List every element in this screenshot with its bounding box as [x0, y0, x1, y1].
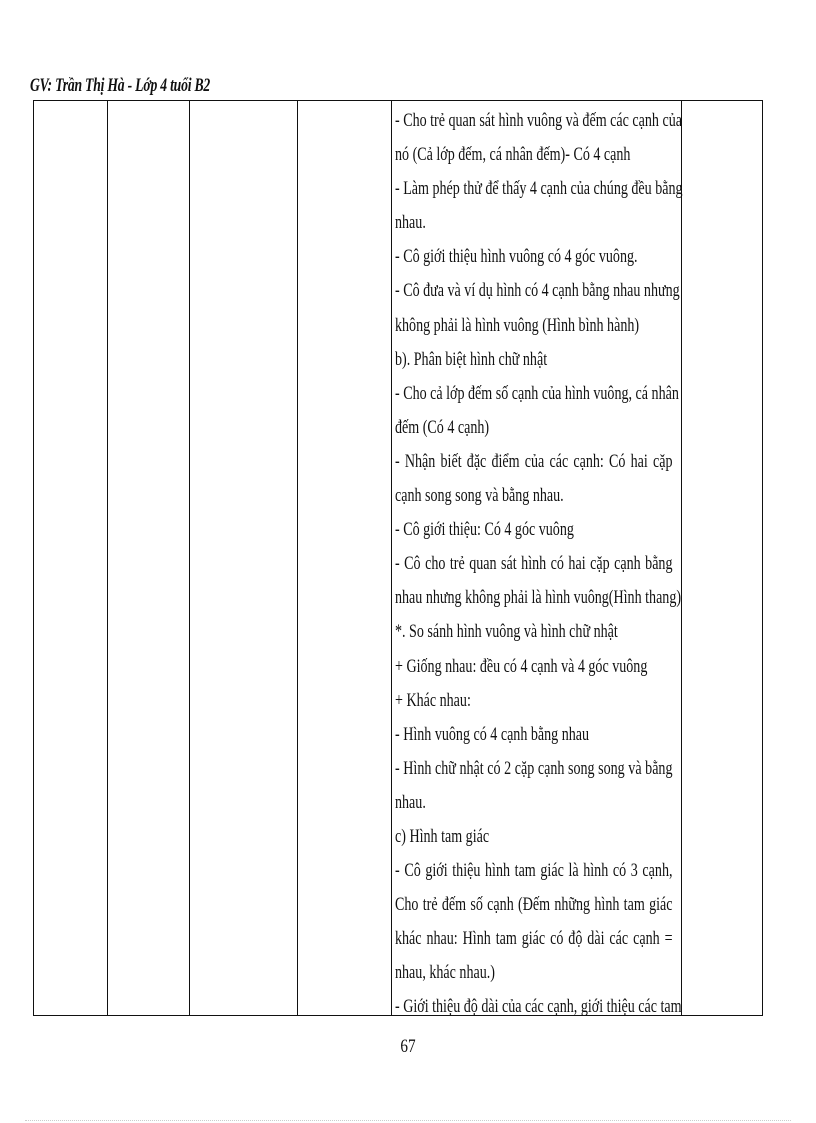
content-line: - Làm phép thử để thấy 4 cạnh của chúng đều bằng	[395, 178, 683, 200]
content-line: cạnh song song và bằng nhau.	[395, 485, 564, 507]
content-line: + Giống nhau: đều có 4 cạnh và 4 góc vuông	[395, 655, 648, 677]
page-header: GV: Trần Thị Hà - Lớp 4 tuổi B2	[30, 75, 211, 96]
content-line: - Nhận biết đặc điểm của các cạnh: Có hai cặp	[395, 450, 673, 472]
page-bottom-divider	[25, 1120, 791, 1121]
content-line: *. So sánh hình vuông và hình chữ nhật	[395, 621, 618, 643]
content-line: b). Phân biệt hình chữ nhật	[395, 348, 548, 370]
content-line: - Cô giới thiệu hình tam giác là hình có 3 cạnh,	[395, 860, 673, 882]
column-divider	[189, 101, 190, 1015]
content-line: - Cho cả lớp đếm số cạnh của hình vuông, cá nhân	[395, 382, 679, 404]
content-line: nhau nhưng không phải là hình vuông(Hình thang)	[395, 587, 682, 609]
content-line: khác nhau: Hình tam giác có độ dài các cạnh =	[395, 928, 673, 950]
content-line: - Cô cho trẻ quan sát hình có hai cặp cạnh bằng	[395, 553, 673, 575]
content-line: - Cho trẻ quan sát hình vuông và đếm các cạnh của	[395, 110, 682, 131]
content-line: - Cô giới thiệu hình vuông có 4 góc vuông.	[395, 246, 638, 268]
column-divider	[107, 101, 108, 1015]
content-line: - Hình chữ nhật có 2 cặp cạnh song song và bằng	[395, 757, 673, 779]
content-line: - Cô giới thiệu: Có 4 góc vuông	[395, 519, 574, 541]
content-line: đếm (Có 4 cạnh)	[395, 416, 490, 438]
page-number: 67	[400, 1036, 416, 1057]
content-line: Cho trẻ đếm số cạnh (Đếm những hình tam giác	[395, 894, 673, 916]
column-divider	[297, 101, 298, 1015]
content-line: nó (Cả lớp đếm, cá nhân đếm)- Có 4 cạnh	[395, 144, 631, 166]
content-line: nhau.	[395, 791, 426, 813]
content-line: c) Hình tam giác	[395, 825, 490, 847]
content-line: nhau.	[395, 212, 426, 234]
content-line: - Hình vuông có 4 cạnh bằng nhau	[395, 723, 590, 745]
content-line: - Giới thiệu độ dài của các cạnh, giới thiệu các tam	[395, 996, 682, 1018]
content-line: - Cô đưa và ví dụ hình có 4 cạnh bằng nhau nhưng	[395, 280, 680, 302]
activity-content-cell	[395, 104, 775, 1025]
content-line: không phải là hình vuông (Hình bình hành)	[395, 314, 640, 336]
content-line: nhau, khác nhau.)	[395, 962, 495, 984]
content-line: + Khác nhau:	[395, 689, 471, 711]
column-divider	[391, 101, 392, 1015]
